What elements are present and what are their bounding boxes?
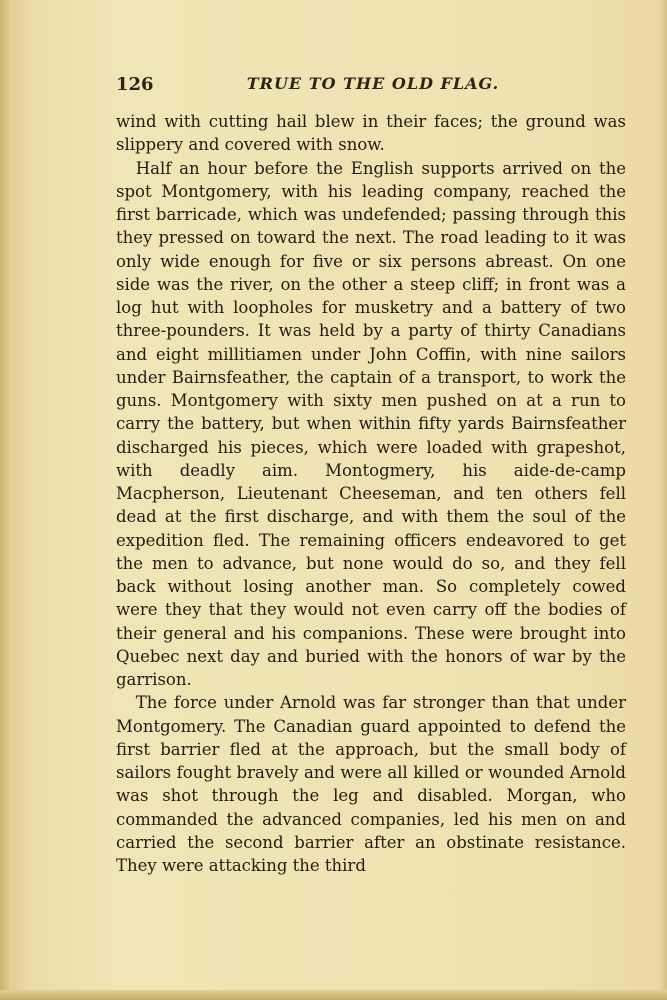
paragraph: Half an hour before the English supports arrived on the spot Montgomery, with his leading company, reached the first barricade, which was undefended; passing through this they pressed on toward the next. The road leading to it was only wide enough for five or six persons abreast. On one side was the river, on the other a steep cliff; in front was a log hut with loopholes for musketry and a battery of two three-pounders. It was held by a party of thirty Canadians and eight millitiamen under John Coffin, with nine sailors under Bairnsfeather, the captain of a transport, to work the guns. Montgomery with sixty men pushed on at a run to carry the battery, but when within fifty yards Bairnsfeather discharged his pieces, which were loaded with grapeshot, with deadly aim. Montogmery, his aide-de-camp Macpherson, Lieutenant Cheeseman, and ten others fell dead at the first discharge, and with them the soul of the expedition fled. The remaining officers endeavored to get the men to advance, but none would do so, and they fell back without losing another man. So completely cowed were they that they would not even carry off the bodies of their general and his companions. These were brought into Quebec next day and buried with the honors of war by the garrison. [116, 158, 626, 689]
page-bottom-edge [0, 990, 667, 1000]
body-text [116, 110, 626, 877]
paragraph: The force under Arnold was far stronger than that under Montgomery. The Canadian guard appointed to defend the first barrier fled at the approach, but the small body of sailors fought bravely and were all killed or wounded Arnold was shot through the leg and disabled. Morgan, who commanded the advanced companies, led his men on and carried the second barrier after an obstinate resistance. They were attacking the third [116, 693, 626, 875]
page-right-edge [659, 0, 667, 1000]
page-number: 126 [116, 74, 154, 95]
running-header [116, 70, 630, 100]
running-title: TRUE TO THE OLD FLAG. [246, 74, 500, 93]
page-left-edge [0, 0, 12, 1000]
paragraph-continued: wind with cutting hail blew in their faces; the ground was slippery and covered with snow. [116, 112, 626, 155]
